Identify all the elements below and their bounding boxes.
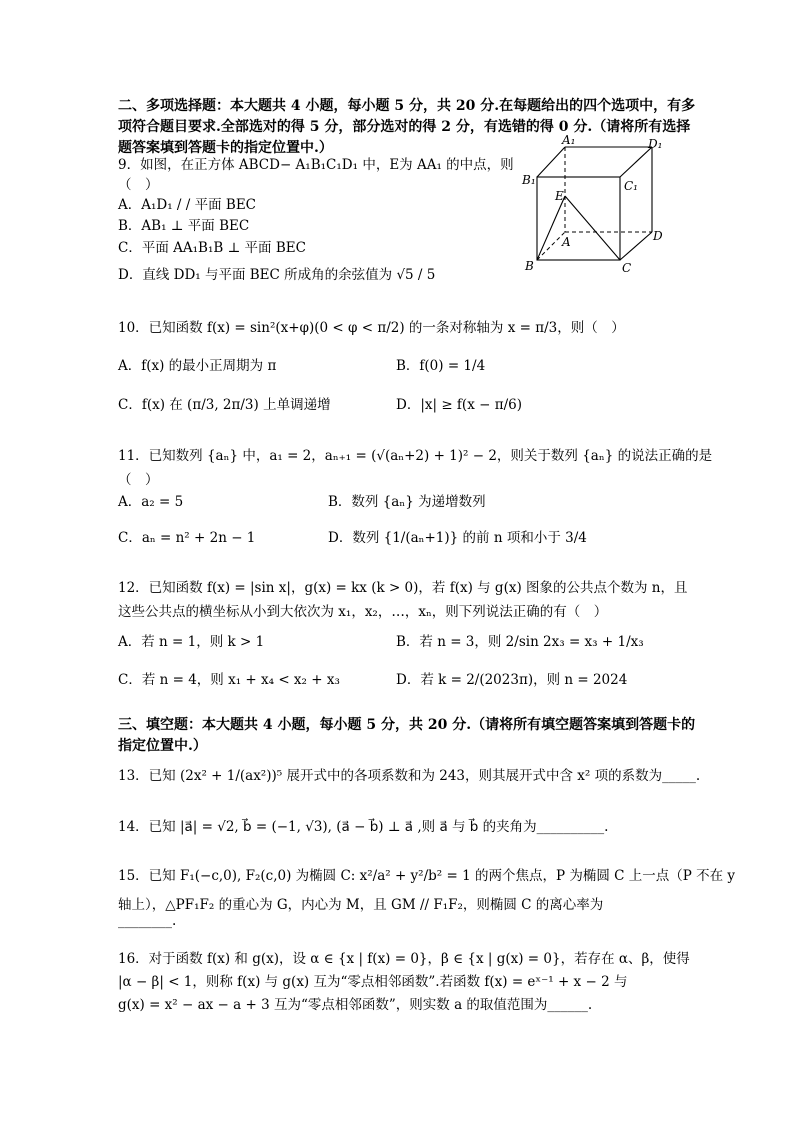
q12-option-d: D．若 k = 2/(2023π)，则 n = 2024 (396, 672, 628, 688)
q10-stem: 10．已知函数 f(x) = sin²(x+φ)(0 < φ < π/2) 的一条对称轴为 x = π/3，则（ ） (118, 320, 625, 336)
label-b1: B₁ (522, 173, 536, 187)
cube-figure (512, 132, 682, 277)
label-d: D (653, 229, 663, 243)
q9-option-c: C．平面 AA₁B₁B ⊥ 平面 BEC (118, 240, 306, 256)
q9-option-b: B．AB₁ ⊥ 平面 BEC (118, 218, 250, 234)
q12-stem-line1: 12．已知函数 f(x) = |sin x|，g(x) = kx (k > 0)，若 f(x) 与 g(x) 图象的公共点个数为 n，且 (118, 580, 688, 596)
label-e: E (555, 189, 564, 203)
q12-stem-line2: 这些公共点的横坐标从小到大依次为 x₁，x₂，…，xₙ，则下列说法正确的有（ ） (118, 604, 608, 620)
q9-option-d: D．直线 DD₁ 与平面 BEC 所成角的余弦值为 √5 / 5 (118, 267, 436, 283)
q9-paren: （ ） (118, 177, 159, 193)
q16-line1: 16．对于函数 f(x) 和 g(x)，设 α ∈ {x | f(x) = 0}，β ∈ {x | g(x) = 0}，若存在 α、β，使得 (118, 951, 690, 967)
q10-option-a: A．f(x) 的最小正周期为 π (118, 358, 277, 374)
label-b: B (525, 259, 534, 273)
label-a1: A₁ (562, 133, 576, 147)
q14-text: 14．已知 |a⃗| = √2, b⃗ = (−1, √3), (a⃗ − b⃗) ⊥ a⃗ ,则 a⃗ 与 b⃗ 的夹角为__________. (118, 819, 609, 835)
q10-option-b: B．f(0) = 1/4 (396, 358, 486, 374)
label-a: A (562, 235, 571, 249)
label-c1: C₁ (624, 179, 638, 193)
q12-option-a: A．若 n = 1，则 k > 1 (118, 634, 265, 650)
q9-stem: 9．如图，在正方体 ABCD− A₁B₁C₁D₁ 中，E为 AA₁ 的中点，则 (118, 157, 514, 173)
q15-line2: 轴上），△PF₁F₂ 的重心为 G，内心为 M，且 GM // F₁F₂，则椭圆 C 的离心率为 (118, 897, 604, 913)
q11-option-d: D．数列 {1/(aₙ+1)} 的前 n 项和小于 3/4 (328, 530, 587, 546)
q16-line3: g(x) = x² − ax − a + 3 互为“零点相邻函数”，则实数 a 的取值范围为______. (118, 997, 593, 1013)
q16-line2: |α − β| < 1，则称 f(x) 与 g(x) 互为“零点相邻函数”.若函数 f(x) = eˣ⁻¹ + x − 2 与 (118, 974, 628, 990)
q10-option-d: D．|x| ≥ f(x − π/6) (396, 397, 522, 413)
q11-option-a: A．a₂ = 5 (118, 494, 184, 510)
q12-option-c: C．若 n = 4，则 x₁ + x₄ < x₂ + x₃ (118, 672, 340, 688)
q9-option-a: A．A₁D₁ / / 平面 BEC (118, 197, 257, 213)
q10-option-c: C．f(x) 在 (π/3, 2π/3) 上单调递增 (118, 397, 331, 413)
q11-stem: 11．已知数列 {aₙ} 中，a₁ = 2，aₙ₊₁ = (√(aₙ+2) + 1)² − 2，则关于数列 {aₙ} 的说法正确的是 (118, 448, 713, 464)
q11-option-b: B．数列 {aₙ} 为递增数列 (328, 494, 486, 510)
q15-line1: 15．已知 F₁(−c,0), F₂(c,0) 为椭圆 C: x²/a² + y²/b² = 1 的两个焦点，P 为椭圆 C 上一点（P 不在 y (118, 868, 736, 884)
q11-option-c: C．aₙ = n² + 2n − 1 (118, 530, 256, 546)
q12-option-b: B．若 n = 3，则 2/sin 2x₃ = x₃ + 1/x₃ (396, 634, 644, 650)
fill-blank-header: 三、填空题：本大题共 4 小题，每小题 5 分，共 20 分.（请将所有填空题答案填到答题卡的指定位置中.） (118, 717, 696, 754)
q13-text: 13．已知 (2x² + 1/(ax²))⁵ 展开式中的各项系数和为 243，则其展开式中含 x² 项的系数为_____. (118, 768, 701, 784)
label-c: C (622, 261, 632, 275)
label-d1: D₁ (648, 137, 663, 151)
q11-paren: （ ） (118, 472, 159, 488)
multi-choice-header: 二、多项选择题：本大题共 4 小题，每小题 5 分，共 20 分.在每题给出的四个选项中，有多项符合题目要求.全部选对的得 5 分，部分选对的得 2 分，有选错的得 0 分.（请将所有选择题答案填到答题卡的指定位置中.） (118, 98, 696, 156)
q15-line3: ________. (118, 913, 177, 929)
